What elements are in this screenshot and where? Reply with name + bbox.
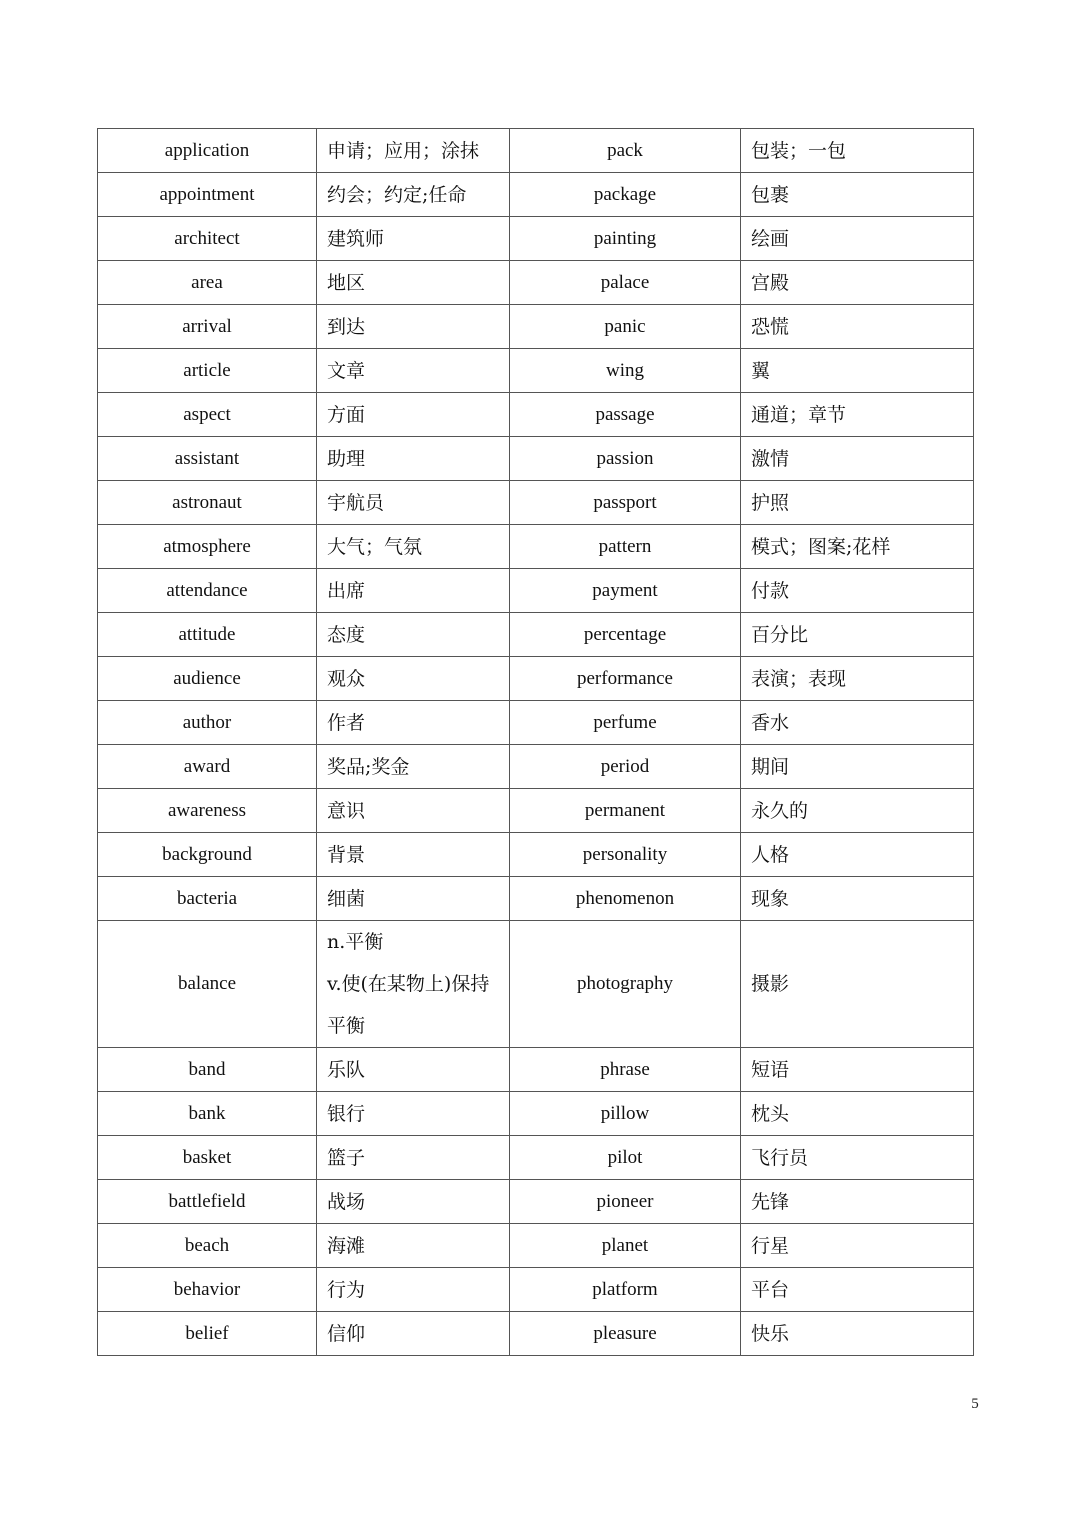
definition-line: 恐慌: [751, 315, 790, 338]
chinese-meaning-cell: [741, 921, 974, 1048]
english-word-cell: pattern: [510, 525, 741, 569]
english-word-cell: battlefield: [98, 1180, 317, 1224]
chinese-meaning-cell: [741, 1136, 974, 1180]
chinese-meaning-cell: [741, 1312, 974, 1356]
english-word-cell: bank: [98, 1092, 317, 1136]
table-row: [98, 261, 974, 305]
english-word-cell: band: [98, 1048, 317, 1092]
english-word-cell: behavior: [98, 1268, 317, 1312]
table-row: [98, 1268, 974, 1312]
definition-line: 通道；章节: [751, 403, 847, 426]
definition-line: 包裹: [751, 183, 790, 206]
english-word-cell: phenomenon: [510, 877, 741, 921]
definition-line: n.平衡: [327, 931, 384, 953]
definition-line: 人格: [751, 843, 790, 866]
table-row: [98, 1136, 974, 1180]
table-row: [98, 833, 974, 877]
definition-line: 战场: [327, 1190, 366, 1213]
definition-line: 快乐: [751, 1322, 790, 1345]
vocabulary-table: [97, 128, 974, 1356]
english-word-cell: passion: [510, 437, 741, 481]
definition-line: 地区: [327, 271, 366, 294]
table-row: [98, 525, 974, 569]
definition-line: 申请；应用；涂抹: [327, 139, 480, 162]
chinese-meaning-cell: [317, 833, 510, 877]
table-row: [98, 789, 974, 833]
chinese-meaning-cell: [741, 1092, 974, 1136]
definition-line: 摄影: [751, 973, 790, 995]
definition-line: 到达: [327, 315, 366, 338]
chinese-meaning-cell: [741, 1268, 974, 1312]
english-word-cell: photography: [510, 921, 741, 1048]
english-word-cell: painting: [510, 217, 741, 261]
definition-line: 模式；图案;花样: [751, 535, 891, 558]
chinese-meaning-cell: [741, 613, 974, 657]
table-row: [98, 217, 974, 261]
chinese-meaning-cell: [317, 877, 510, 921]
definition-line: 乐队: [327, 1058, 366, 1081]
english-word-cell: pleasure: [510, 1312, 741, 1356]
chinese-meaning-cell: [317, 1136, 510, 1180]
definition-line: 作者: [327, 711, 366, 734]
definition-line: 银行: [327, 1102, 366, 1125]
definition-line: 绘画: [751, 227, 790, 250]
chinese-meaning-cell: [741, 217, 974, 261]
chinese-meaning-cell: [317, 393, 510, 437]
english-word-cell: bacteria: [98, 877, 317, 921]
chinese-meaning-cell: [317, 569, 510, 613]
page-number: 5: [971, 1396, 979, 1412]
table-row: [98, 1312, 974, 1356]
english-word-cell: aspect: [98, 393, 317, 437]
definition-line: 短语: [751, 1058, 790, 1081]
table-row: [98, 877, 974, 921]
english-word-cell: percentage: [510, 613, 741, 657]
english-word-cell: atmosphere: [98, 525, 317, 569]
definition-line: 行星: [751, 1234, 790, 1257]
vocabulary-table-body: [98, 129, 974, 1356]
chinese-meaning-cell: [317, 305, 510, 349]
english-word-cell: awareness: [98, 789, 317, 833]
definition-line: 永久的: [751, 799, 809, 822]
table-row: [98, 349, 974, 393]
chinese-meaning-cell: [741, 349, 974, 393]
table-row: [98, 701, 974, 745]
chinese-meaning-cell: [317, 437, 510, 481]
definition-line: 信仰: [327, 1322, 366, 1345]
chinese-meaning-cell: [741, 569, 974, 613]
table-row: [98, 569, 974, 613]
english-word-cell: author: [98, 701, 317, 745]
chinese-meaning-cell: [741, 1180, 974, 1224]
english-word-cell: pack: [510, 129, 741, 173]
definition-line: 观众: [327, 667, 366, 690]
definition-line: 护照: [751, 491, 790, 514]
definition-line: 平台: [751, 1278, 790, 1301]
chinese-meaning-cell: [741, 701, 974, 745]
chinese-meaning-cell: [317, 173, 510, 217]
definition-line: 付款: [751, 579, 790, 602]
chinese-meaning-cell: [741, 1224, 974, 1268]
english-word-cell: palace: [510, 261, 741, 305]
definition-line: v.使(在某物上)保持: [327, 973, 490, 995]
chinese-meaning-cell: [317, 789, 510, 833]
english-word-cell: performance: [510, 657, 741, 701]
definition-line: 百分比: [751, 623, 809, 646]
definition-line: 出席: [327, 579, 366, 602]
definition-line: 意识: [327, 799, 366, 822]
english-word-cell: basket: [98, 1136, 317, 1180]
definition-line: 背景: [327, 843, 366, 866]
english-word-cell: passport: [510, 481, 741, 525]
definition-line: 态度: [327, 623, 366, 646]
english-word-cell: permanent: [510, 789, 741, 833]
english-word-cell: personality: [510, 833, 741, 877]
chinese-meaning-cell: [741, 1048, 974, 1092]
english-word-cell: wing: [510, 349, 741, 393]
table-row: [98, 173, 974, 217]
chinese-meaning-cell: [317, 613, 510, 657]
definition-line: 行为: [327, 1278, 366, 1301]
chinese-meaning-cell: [317, 261, 510, 305]
english-word-cell: planet: [510, 1224, 741, 1268]
chinese-meaning-cell: [741, 481, 974, 525]
definition-line: 文章: [327, 359, 366, 382]
english-word-cell: astronaut: [98, 481, 317, 525]
table-row: [98, 481, 974, 525]
table-row: [98, 393, 974, 437]
definition-line: 海滩: [327, 1234, 366, 1257]
english-word-cell: architect: [98, 217, 317, 261]
table-row: [98, 613, 974, 657]
table-row: [98, 1092, 974, 1136]
chinese-meaning-cell: [317, 129, 510, 173]
definition-line: 平衡: [327, 1015, 366, 1037]
chinese-meaning-cell: [317, 1048, 510, 1092]
definition-line: 先锋: [751, 1190, 790, 1213]
definition-line: 现象: [751, 887, 790, 910]
definition-line: 宫殿: [751, 271, 790, 294]
table-row: [98, 305, 974, 349]
chinese-meaning-cell: [741, 305, 974, 349]
chinese-meaning-cell: [317, 525, 510, 569]
definition-line: 助理: [327, 447, 366, 470]
definition-line: 宇航员: [327, 491, 385, 514]
definition-line: 建筑师: [327, 227, 385, 250]
definition-line: 大气；气氛: [327, 535, 423, 558]
english-word-cell: attendance: [98, 569, 317, 613]
chinese-meaning-cell: [741, 525, 974, 569]
english-word-cell: attitude: [98, 613, 317, 657]
table-row: [98, 437, 974, 481]
chinese-meaning-cell: [317, 745, 510, 789]
definition-line: 激情: [751, 447, 790, 470]
chinese-meaning-cell: [741, 173, 974, 217]
english-word-cell: arrival: [98, 305, 317, 349]
definition-line: 篮子: [327, 1146, 366, 1169]
english-word-cell: platform: [510, 1268, 741, 1312]
chinese-meaning-cell: [741, 833, 974, 877]
english-word-cell: pioneer: [510, 1180, 741, 1224]
chinese-meaning-cell: [741, 877, 974, 921]
english-word-cell: phrase: [510, 1048, 741, 1092]
english-word-cell: passage: [510, 393, 741, 437]
chinese-meaning-cell: [741, 657, 974, 701]
chinese-meaning-cell: [741, 129, 974, 173]
table-row: [98, 921, 974, 1048]
chinese-meaning-cell: [317, 217, 510, 261]
chinese-meaning-cell: [317, 1092, 510, 1136]
definition-line: 飞行员: [751, 1146, 809, 1169]
chinese-meaning-cell: [317, 657, 510, 701]
english-word-cell: belief: [98, 1312, 317, 1356]
chinese-meaning-cell: [741, 437, 974, 481]
chinese-meaning-cell: [317, 481, 510, 525]
chinese-meaning-cell: [317, 701, 510, 745]
chinese-meaning-cell: [317, 1312, 510, 1356]
english-word-cell: appointment: [98, 173, 317, 217]
definition-line: 约会；约定;任命: [327, 183, 467, 206]
english-word-cell: award: [98, 745, 317, 789]
english-word-cell: pillow: [510, 1092, 741, 1136]
table-row: [98, 1048, 974, 1092]
table-row: [98, 129, 974, 173]
chinese-meaning-cell: [317, 1268, 510, 1312]
english-word-cell: area: [98, 261, 317, 305]
chinese-meaning-cell: [741, 745, 974, 789]
english-word-cell: period: [510, 745, 741, 789]
table-row: [98, 1224, 974, 1268]
definition-line: 香水: [751, 711, 790, 734]
chinese-meaning-cell: [317, 1180, 510, 1224]
english-word-cell: balance: [98, 921, 317, 1048]
english-word-cell: application: [98, 129, 317, 173]
chinese-meaning-cell: [317, 1224, 510, 1268]
definition-line: 细菌: [327, 887, 366, 910]
chinese-meaning-cell: [741, 261, 974, 305]
english-word-cell: audience: [98, 657, 317, 701]
english-word-cell: background: [98, 833, 317, 877]
table-row: [98, 745, 974, 789]
definition-line: 期间: [751, 755, 790, 778]
chinese-meaning-cell: [317, 349, 510, 393]
definition-line: 表演；表现: [751, 667, 847, 690]
chinese-meaning-cell: [317, 921, 510, 1048]
table-row: [98, 1180, 974, 1224]
english-word-cell: package: [510, 173, 741, 217]
definition-line: 翼: [751, 359, 771, 382]
definition-line: 奖品;奖金: [327, 755, 410, 778]
english-word-cell: payment: [510, 569, 741, 613]
english-word-cell: panic: [510, 305, 741, 349]
table-row: [98, 657, 974, 701]
english-word-cell: assistant: [98, 437, 317, 481]
english-word-cell: beach: [98, 1224, 317, 1268]
chinese-meaning-cell: [741, 789, 974, 833]
english-word-cell: pilot: [510, 1136, 741, 1180]
english-word-cell: article: [98, 349, 317, 393]
definition-line: 包装；一包: [751, 139, 847, 162]
definition-line: 方面: [327, 403, 366, 426]
english-word-cell: perfume: [510, 701, 741, 745]
chinese-meaning-cell: [741, 393, 974, 437]
definition-line: 枕头: [751, 1102, 790, 1125]
